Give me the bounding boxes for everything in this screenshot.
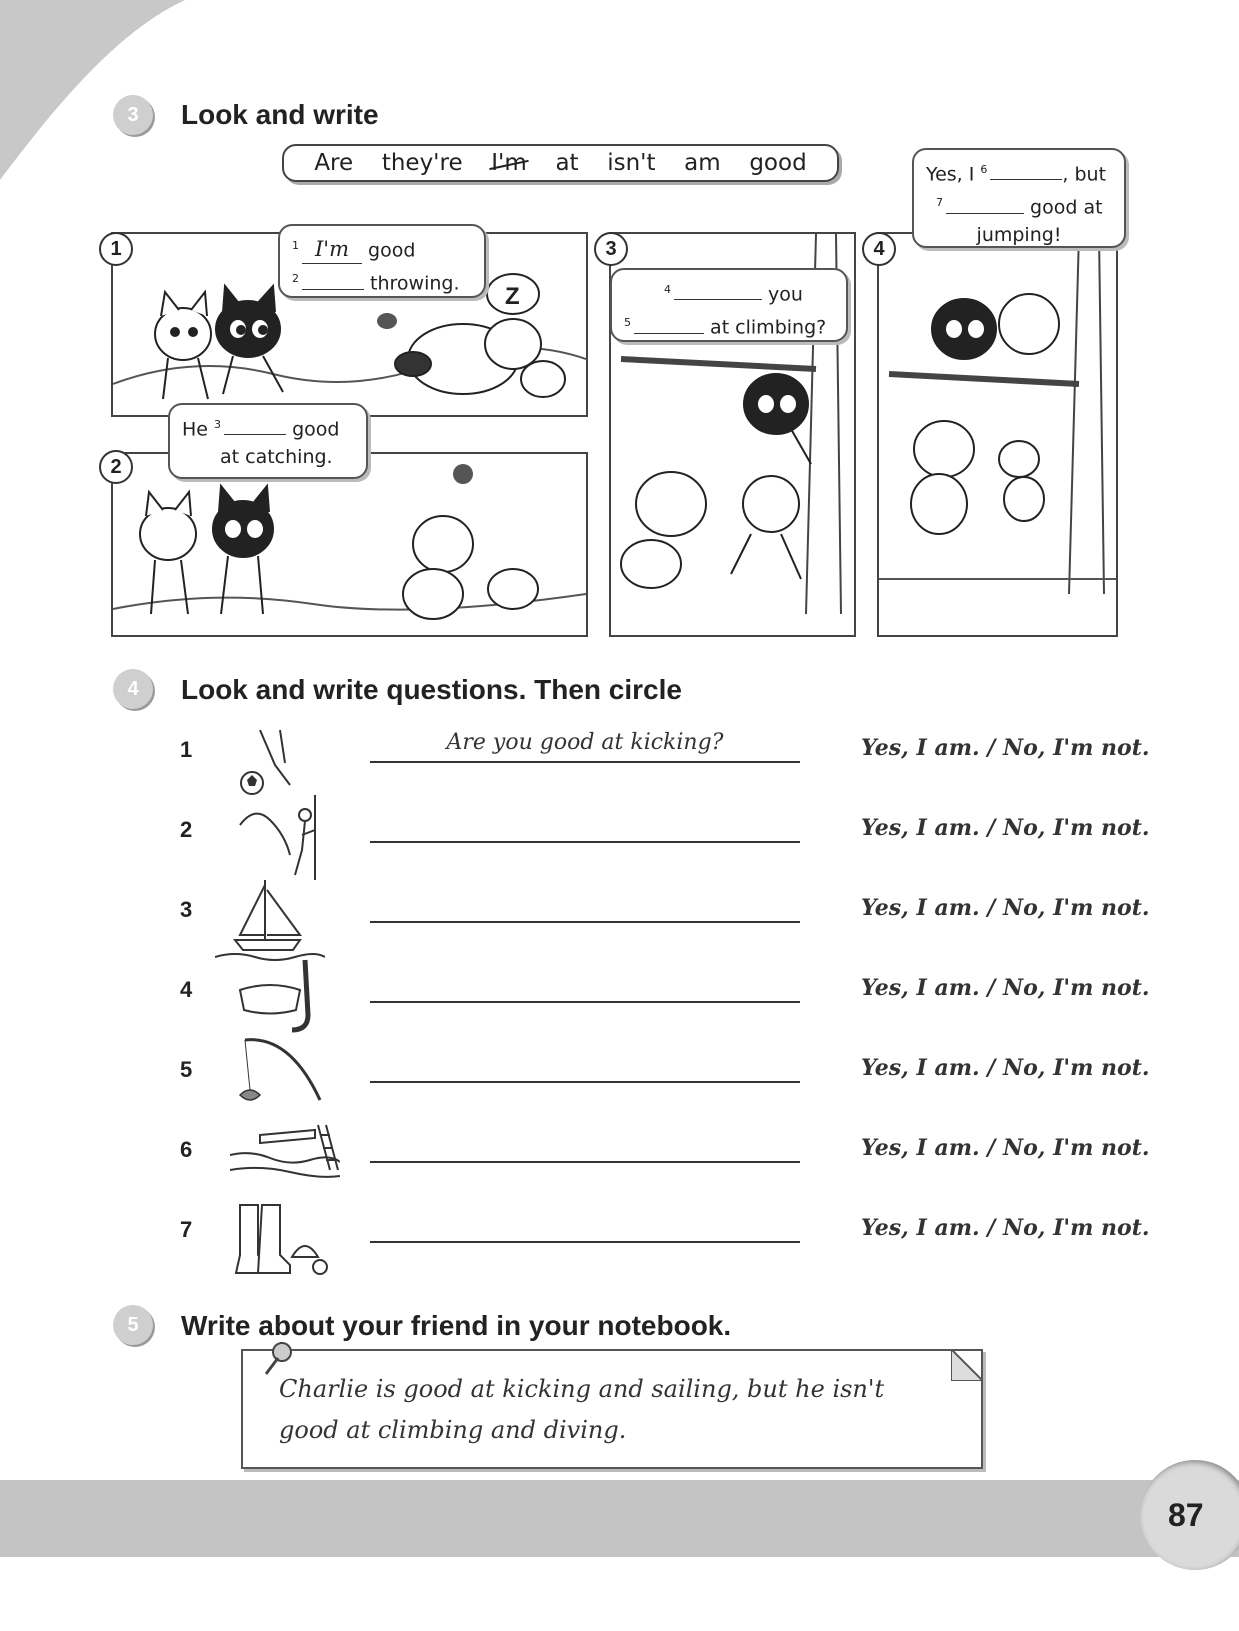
pushpin-icon: [258, 1340, 298, 1380]
ball-icon: [377, 313, 397, 329]
word-bank-item: they're: [381, 150, 463, 176]
speech-bubble-1: [278, 224, 486, 298]
answer-blank[interactable]: [634, 333, 704, 334]
word-bank-item-crossed: I'm: [491, 150, 527, 176]
blank-number: 3: [214, 418, 222, 431]
bubble-text: He: [182, 418, 208, 441]
diving-board-icon: [230, 1110, 340, 1190]
answer-line[interactable]: [370, 885, 800, 923]
exercise-3-title: Look and write: [181, 99, 379, 130]
comic-panel-4: [877, 232, 1118, 637]
word-bank-item: good: [749, 150, 807, 176]
question-row: [180, 1205, 1180, 1295]
speech-bubble-2: [168, 403, 368, 479]
blank-number: 1: [292, 239, 299, 252]
dog-barking-icon: [621, 472, 706, 588]
dog-icon: [403, 516, 538, 619]
yes-no-options[interactable]: Yes, I am. / No, I'm not.: [861, 735, 1150, 761]
answer-blank[interactable]: [302, 289, 364, 290]
comic-scene-2: [113, 454, 586, 635]
blank-number: 4: [664, 283, 671, 296]
question-row: [180, 725, 1180, 795]
question-number: 4: [180, 977, 193, 1002]
bubble-text: good at: [1030, 196, 1103, 219]
answer-line[interactable]: [370, 1045, 800, 1083]
page-number: 87: [1168, 1497, 1204, 1533]
example-line-2: good at climbing and diving.: [279, 1416, 627, 1444]
cat-black-hanging-icon: [744, 374, 811, 464]
example-line-1: Charlie is good at kicking and sailing, but he isn't: [279, 1375, 885, 1403]
yes-no-options[interactable]: Yes, I am. / No, I'm not.: [861, 975, 1150, 1001]
panel-number-2: 2: [99, 450, 133, 484]
answer-line[interactable]: [370, 725, 800, 763]
bubble-text: Yes, I: [926, 163, 975, 186]
cat-tabby-icon: [731, 476, 801, 579]
word-bank-item: at: [555, 150, 579, 176]
answer-line[interactable]: [370, 1205, 800, 1243]
bubble-text: good: [292, 418, 340, 441]
question-row: [180, 1045, 1180, 1115]
word-bank-item: Are: [314, 150, 354, 176]
answer-line[interactable]: [370, 1125, 800, 1163]
exercise-number-5: 5: [113, 1305, 153, 1345]
speech-bubble-4: [912, 148, 1126, 248]
answer-blank[interactable]: [674, 299, 762, 300]
blank-number: 6: [980, 163, 988, 176]
blank-number: 7: [936, 196, 943, 210]
panel-number-3: 3: [594, 232, 628, 266]
exercise-5-title: Write about your friend in your notebook.: [181, 1310, 732, 1341]
filled-answer: Are you good at kicking?: [446, 730, 724, 755]
bubble-text: at climbing?: [710, 316, 827, 339]
footer-band: [0, 1480, 1239, 1557]
dog-jumping-icon: [911, 421, 1044, 534]
corner-decoration: [0, 0, 200, 190]
cat-tabby-icon: [999, 294, 1059, 354]
answer-blank[interactable]: [990, 179, 1062, 180]
exercise-number-3: 3: [113, 95, 153, 135]
answer-line[interactable]: [370, 965, 800, 1003]
cat-tabby-icon: [140, 492, 196, 614]
bubble-text: good: [368, 239, 416, 262]
sailboat-icon: [215, 875, 325, 965]
question-number: 5: [180, 1057, 193, 1082]
fishing-icon: [230, 1030, 330, 1120]
question-row: [180, 805, 1180, 875]
soccer-kick-icon: [230, 725, 320, 795]
answer-blank[interactable]: [224, 434, 286, 435]
bubble-text: , but: [1062, 163, 1107, 186]
blank-number: 2: [292, 272, 299, 286]
example-note: [241, 1349, 983, 1469]
climbing-icon: [230, 795, 330, 885]
page-curl-icon: [951, 1349, 983, 1381]
question-list: [180, 725, 1180, 1285]
yes-no-options[interactable]: Yes, I am. / No, I'm not.: [861, 1055, 1150, 1081]
cat-tabby-icon: [155, 292, 211, 399]
word-bank: [282, 144, 839, 182]
question-number: 3: [180, 897, 193, 922]
panel-number-4: 4: [862, 232, 896, 266]
comic-panel-2: [111, 452, 588, 637]
exercise-number-4: 4: [113, 669, 153, 709]
yes-no-options[interactable]: Yes, I am. / No, I'm not.: [861, 1135, 1150, 1161]
yes-no-options[interactable]: Yes, I am. / No, I'm not.: [861, 895, 1150, 921]
question-row: [180, 965, 1180, 1035]
question-row: [180, 1125, 1180, 1195]
word-bank-item: am: [684, 150, 721, 176]
cat-black-icon: [213, 486, 273, 614]
word-bank-item: isn't: [607, 150, 656, 176]
comic-scene-4: [879, 234, 1116, 635]
answer-blank[interactable]: [946, 213, 1024, 214]
question-number: 2: [180, 817, 193, 842]
bubble-text: jumping!: [976, 223, 1062, 246]
bubble-text: throwing.: [370, 272, 460, 295]
panel-number-1: 1: [99, 232, 133, 266]
riding-boots-icon: [230, 1195, 330, 1285]
yes-no-options[interactable]: Yes, I am. / No, I'm not.: [861, 815, 1150, 841]
ball-icon: [453, 464, 473, 484]
zzz-cloud-icon: [487, 274, 539, 314]
bubble-text: at catching.: [220, 446, 333, 469]
cat-black-icon: [932, 299, 996, 359]
answer-line[interactable]: [370, 805, 800, 843]
cat-black-icon: [216, 286, 283, 394]
speech-bubble-3: [610, 268, 848, 342]
question-number: 7: [180, 1217, 193, 1242]
exercise-4-title: Look and write questions. Then circle: [181, 674, 682, 705]
dog-sleeping-icon: [395, 319, 565, 397]
blank-number: 5: [624, 316, 631, 330]
question-number: 1: [180, 737, 193, 762]
bubble-text: you: [768, 283, 803, 306]
question-number: 6: [180, 1137, 193, 1162]
snorkel-mask-icon: [230, 955, 330, 1040]
filled-answer: I'm: [302, 235, 362, 264]
question-row: [180, 885, 1180, 955]
yes-no-options[interactable]: Yes, I am. / No, I'm not.: [861, 1215, 1150, 1241]
sleep-z: Z: [505, 283, 520, 310]
